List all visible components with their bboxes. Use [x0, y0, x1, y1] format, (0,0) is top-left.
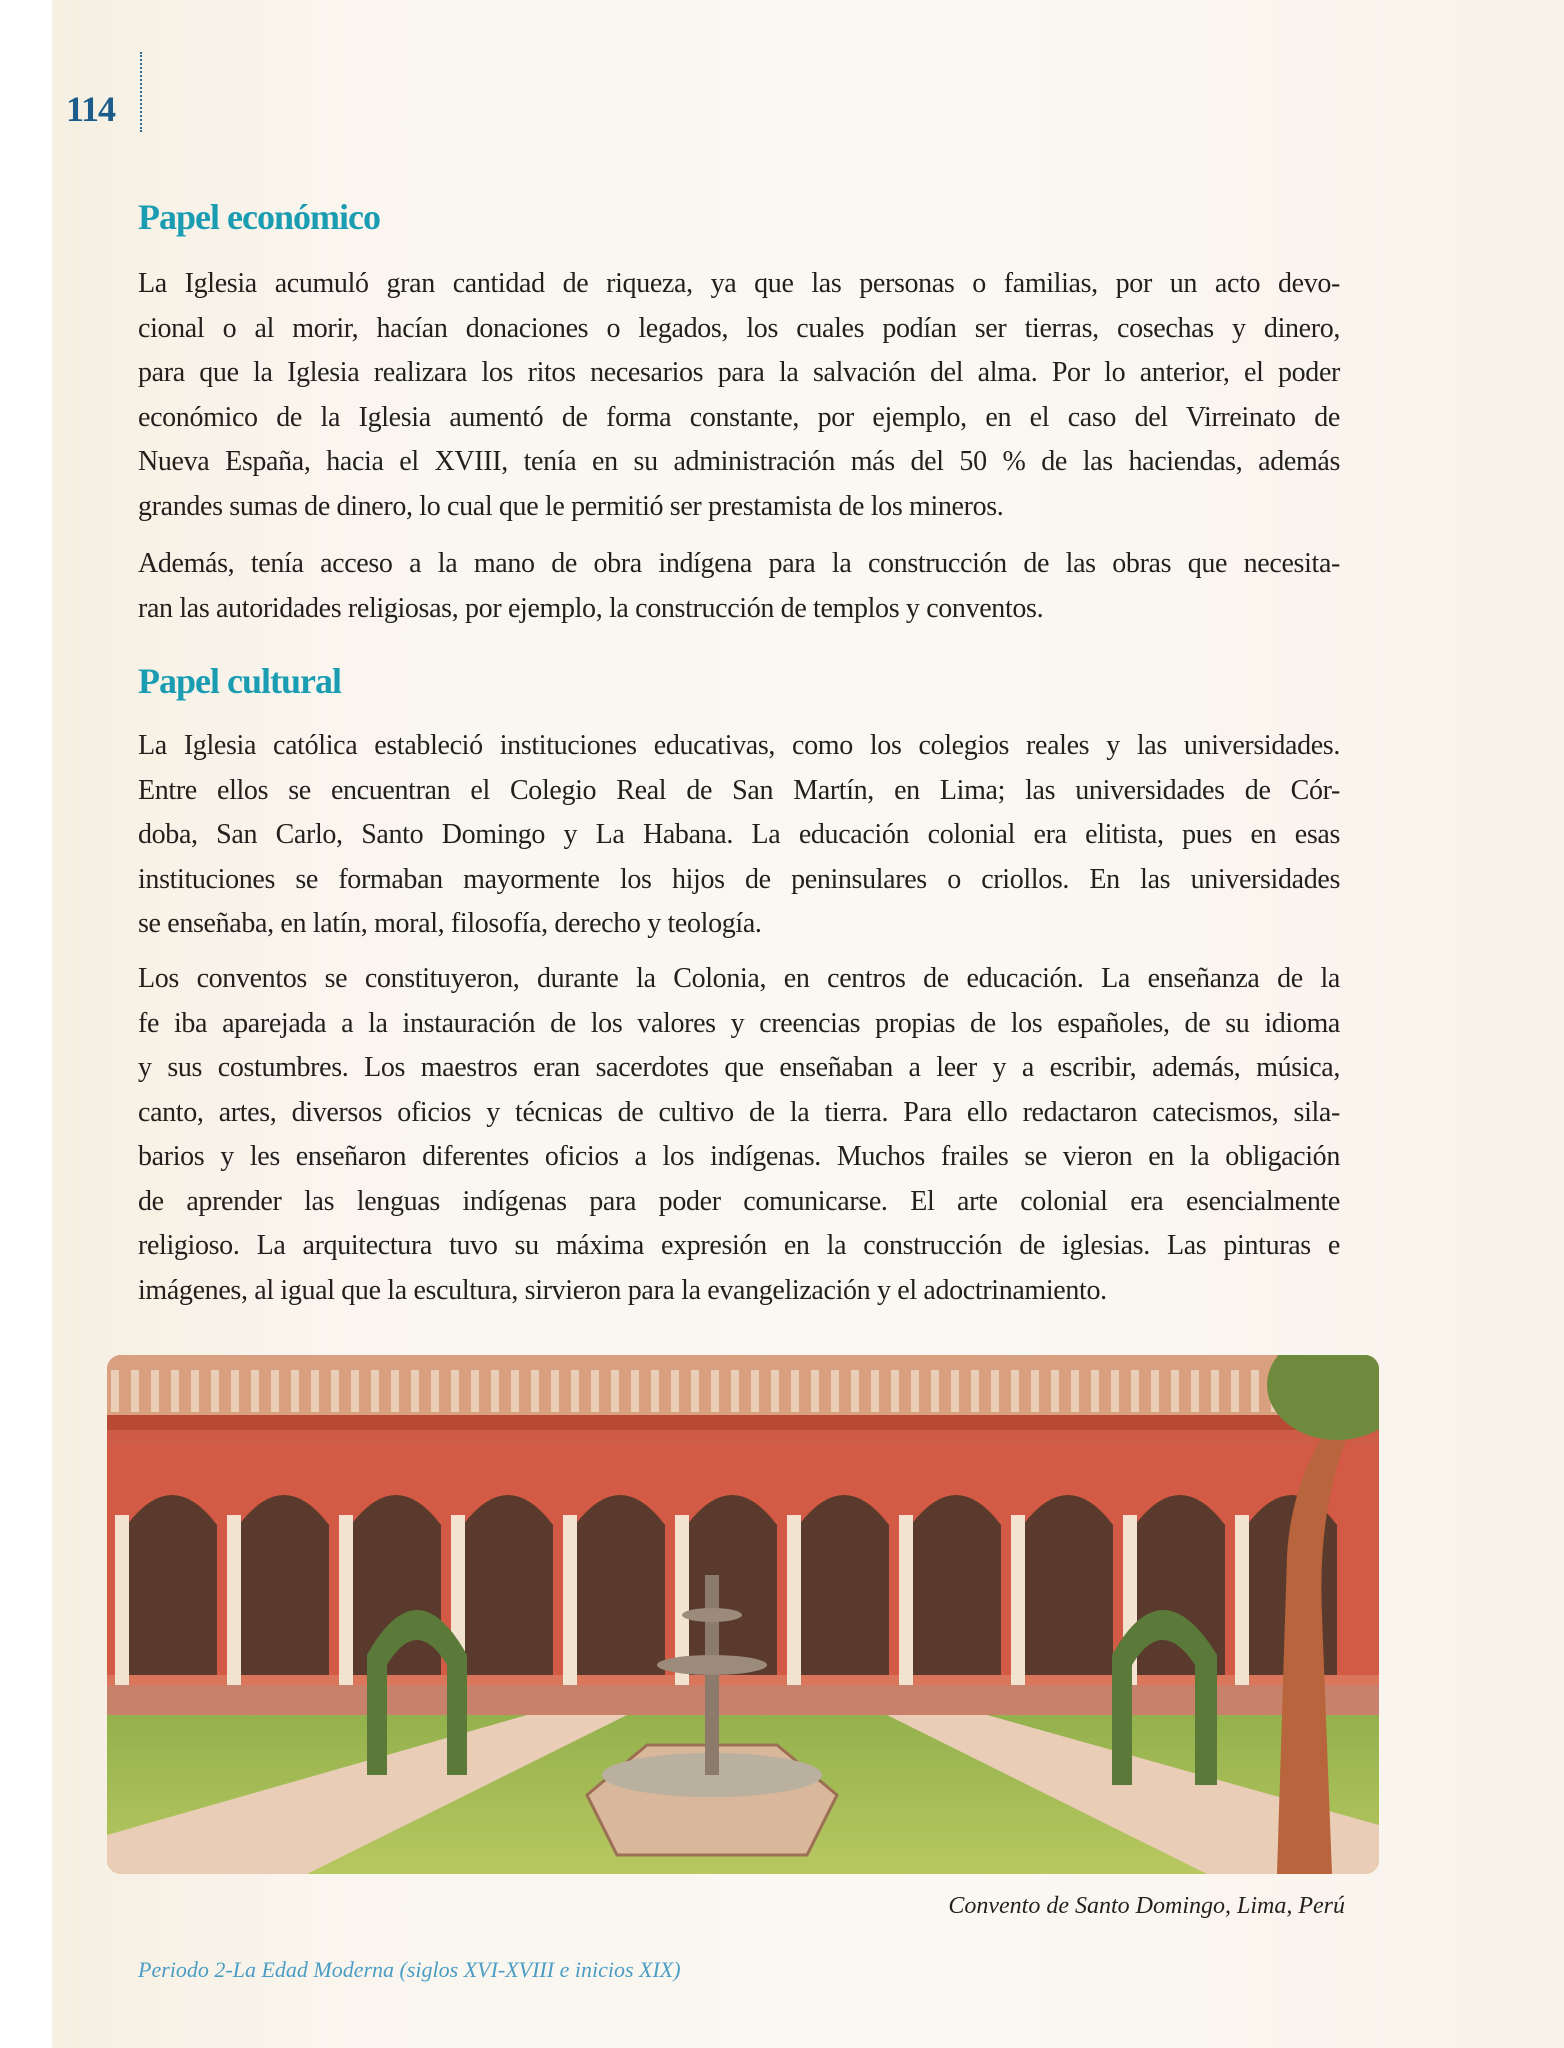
baluster [591, 1370, 599, 1412]
baluster [451, 1370, 459, 1412]
paragraph-line: para que la Iglesia realizara los ritos necesarios para la salvación del alma. Por lo anterior, el poder [138, 357, 1340, 388]
baluster [891, 1370, 899, 1412]
column [339, 1515, 353, 1685]
baluster [1211, 1370, 1219, 1412]
paragraph-line: doba, San Carlo, Santo Domingo y La Habana. La educación colonial era elitista, pues en esas [138, 819, 1340, 850]
column [899, 1515, 913, 1685]
column [115, 1515, 129, 1685]
running-footer: Periodo 2-La Edad Moderna (siglos XVI-XVIII e inicios XIX) [138, 1957, 681, 1982]
paragraph-line: imágenes, al igual que la escultura, sirvieron para la evangelización y el adoctrinamiento. [138, 1274, 1107, 1306]
figure-caption: Convento de Santo Domingo, Lima, Perú [948, 1893, 1345, 1919]
arch [911, 1495, 1001, 1675]
paragraph-line: Los conventos se constituyeron, durante la Colonia, en centros de educación. La enseñanza de la [138, 963, 1340, 994]
baluster [251, 1370, 259, 1412]
paragraph [138, 542, 1340, 631]
baluster [571, 1370, 579, 1412]
baluster [551, 1370, 559, 1412]
paragraph [138, 724, 1340, 947]
convent-courtyard-photo [107, 1355, 1379, 1874]
arch [463, 1495, 553, 1675]
arch [575, 1495, 665, 1675]
paragraph-line: económico de la Iglesia aumentó de forma constante, por ejemplo, en el caso del Virreinato de [138, 401, 1340, 433]
baluster [911, 1370, 919, 1412]
baluster [1011, 1370, 1019, 1412]
baluster [471, 1370, 479, 1412]
paragraph [138, 957, 1340, 1313]
baluster [1091, 1370, 1099, 1412]
courtyard-illustration [107, 1355, 1379, 1874]
column [1011, 1515, 1025, 1685]
baluster [191, 1370, 199, 1412]
column [787, 1515, 801, 1685]
baluster [411, 1370, 419, 1412]
baluster [1151, 1370, 1159, 1412]
baluster [531, 1370, 539, 1412]
baluster [611, 1370, 619, 1412]
column [563, 1515, 577, 1685]
baluster [871, 1370, 879, 1412]
section-heading-cultural: Papel cultural [138, 661, 341, 701]
page-number-divider [140, 52, 142, 132]
baluster [951, 1370, 959, 1412]
paragraph-line: grandes sumas de dinero, lo cual que le permitió ser prestamista de los mineros. [138, 490, 1004, 522]
paragraph-line: Nueva España, hacia el XVIII, tenía en su administración más del 50 % de las haciendas, además [138, 446, 1340, 477]
paragraph-line: y sus costumbres. Los maestros eran sacerdotes que enseñaban a leer y a escribir, además, música, [138, 1052, 1340, 1083]
paragraph-line: instituciones se formaban mayormente los hijos de peninsulares o criollos. En las universidades [138, 863, 1340, 895]
baluster [811, 1370, 819, 1412]
baluster [1071, 1370, 1079, 1412]
baluster [791, 1370, 799, 1412]
baluster [1171, 1370, 1179, 1412]
page-number: 114 [66, 89, 116, 129]
paragraph-line: cional o al morir, hacían donaciones o legados, los cuales podían ser tierras, cosechas y dinero, [138, 312, 1340, 344]
baluster [1231, 1370, 1239, 1412]
baluster [751, 1370, 759, 1412]
paragraph-line: ran las autoridades religiosas, por ejemplo, la construcción de templos y conventos. [138, 592, 1044, 624]
baluster [971, 1370, 979, 1412]
baluster [671, 1370, 679, 1412]
baluster [431, 1370, 439, 1412]
baluster [851, 1370, 859, 1412]
arch [799, 1495, 889, 1675]
baluster [1251, 1370, 1259, 1412]
arch [127, 1495, 217, 1675]
baluster [1191, 1370, 1199, 1412]
baluster [651, 1370, 659, 1412]
paragraph-line: de aprender las lenguas indígenas para poder comunicarse. El arte colonial era esencialmente [138, 1185, 1340, 1217]
baluster [331, 1370, 339, 1412]
baluster [131, 1370, 139, 1412]
baluster [931, 1370, 939, 1412]
paragraph-line: Además, tenía acceso a la mano de obra indígena para la construcción de las obras que necesita- [138, 548, 1340, 579]
paragraph-line: Entre ellos se encuentran el Colegio Real de San Martín, en Lima; las universidades de Cór- [138, 774, 1340, 806]
baluster [731, 1370, 739, 1412]
baluster [371, 1370, 379, 1412]
arch [239, 1495, 329, 1675]
baluster [691, 1370, 699, 1412]
baluster [631, 1370, 639, 1412]
column [227, 1515, 241, 1685]
baluster [991, 1370, 999, 1412]
baluster [1031, 1370, 1039, 1412]
baluster [1051, 1370, 1059, 1412]
baluster [351, 1370, 359, 1412]
paragraph-line: La Iglesia acumuló gran cantidad de riqueza, ya que las personas o familias, por un acto devo- [138, 268, 1340, 299]
baluster [231, 1370, 239, 1412]
baluster [171, 1370, 179, 1412]
baluster [771, 1370, 779, 1412]
baluster [1131, 1370, 1139, 1412]
baluster [271, 1370, 279, 1412]
column [1235, 1515, 1249, 1685]
baluster [311, 1370, 319, 1412]
paragraph-line: fe iba aparejada a la instauración de los valores y creencias propias de los españoles, de su idioma [138, 1007, 1340, 1039]
arch [1023, 1495, 1113, 1675]
paragraph-line: religioso. La arquitectura tuvo su máxima expresión en la construcción de iglesias. Las pinturas e [138, 1230, 1340, 1261]
baluster [511, 1370, 519, 1412]
baluster [831, 1370, 839, 1412]
baluster [1111, 1370, 1119, 1412]
baluster [211, 1370, 219, 1412]
baluster [491, 1370, 499, 1412]
paragraph-line: La Iglesia católica estableció instituciones educativas, como los colegios reales y las universidades. [138, 730, 1340, 761]
baluster [711, 1370, 719, 1412]
baluster [291, 1370, 299, 1412]
baluster [111, 1370, 119, 1412]
section-heading-economic: Papel económico [138, 197, 380, 237]
baluster [151, 1370, 159, 1412]
paragraph-line: barios y les enseñaron diferentes oficios a los indígenas. Muchos frailes se vieron en la obligación [138, 1141, 1340, 1172]
baluster [391, 1370, 399, 1412]
paragraph-line: se enseñaba, en latín, moral, filosofía, derecho y teología. [138, 908, 762, 939]
paragraph-line: canto, artes, diversos oficios y técnicas de cultivo de la tierra. Para ello redactaron catecismos, sila- [138, 1096, 1340, 1128]
arch [687, 1495, 777, 1675]
paragraph [138, 262, 1340, 529]
